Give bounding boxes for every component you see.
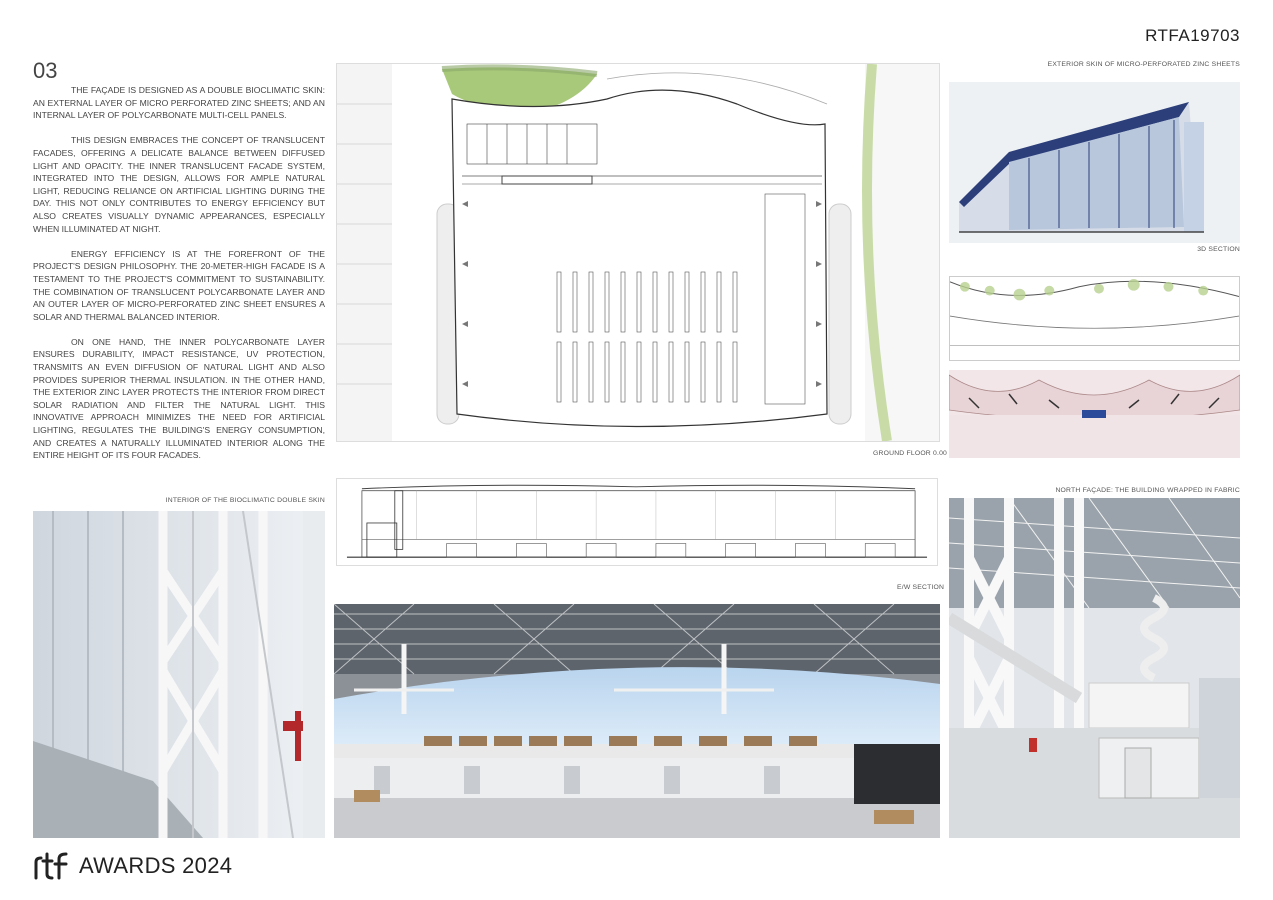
ew-section-caption: E/W SECTION bbox=[897, 584, 945, 591]
partial-plan-image bbox=[949, 276, 1240, 361]
roof-render-image bbox=[949, 370, 1240, 458]
interior-skin-caption: INTERIOR OF THE BIOCLIMATIC DOUBLE SKIN bbox=[165, 497, 325, 504]
description-text bbox=[33, 84, 325, 474]
paragraph-2: THIS DESIGN EMBRACES THE CONCEPT OF TRANSLUCENT FACADES, OFFERING A DELICATE BALANCE BETWEEN DIFFUSED LIGHT AND OPACITY. THE INNER TRANSLUCENT FACADE SYSTEM, INTEGRATED INTO THE DESIGN, ALLOWS FOR AMPLE NATURAL LIGHT, REDUCING RELIANCE ON ARTIFICIAL LIGHTING DURING THE DAY. THIS NOT ONLY CONTRIBUTES TO ENERGY EFFICIENCY BUT ALSO CREATES VISUALLY DYNAMIC APPEARANCES, ESPECIALLY WHEN ILLUMINATED AT NIGHT. bbox=[33, 135, 325, 234]
rtf-logo-icon bbox=[33, 852, 71, 880]
section-3d-image bbox=[949, 82, 1240, 243]
ground-floor-plan bbox=[336, 63, 940, 442]
interior-double-skin-photo bbox=[33, 511, 325, 838]
sheet-code: RTFA19703 bbox=[1145, 26, 1240, 45]
section-3d-caption: 3D SECTION bbox=[1197, 246, 1240, 253]
paragraph-3: ENERGY EFFICIENCY IS AT THE FOREFRONT OF THE PROJECT'S DESIGN PHILOSOPHY. THE 20-METER-HIGH FACADE IS A TESTAMENT TO THE PROJECT'S COMMITMENT TO SUSTAINABILITY. THE COMBINATION OF TRANSLUCENT POLYCARBONATE LAYER AND AN OUTER LAYER OF MICRO-PERFORATED ZINC SHEET ENSURES A SOLAR AND THERMAL BALANCED INTERIOR. bbox=[33, 248, 325, 322]
awards-brand bbox=[33, 852, 232, 880]
exterior-skin-caption: EXTERIOR SKIN OF MICRO-PERFORATED ZINC SHEETS bbox=[1047, 61, 1240, 68]
ground-floor-caption: GROUND FLOOR 0.00 bbox=[873, 450, 948, 457]
ew-section-drawing bbox=[336, 478, 938, 566]
warehouse-interior-photo bbox=[334, 604, 940, 838]
paragraph-1: THE FAÇADE IS DESIGNED AS A DOUBLE BIOCLIMATIC SKIN: AN EXTERNAL LAYER OF MICRO PERFORATED ZINC SHEETS; AND AN INTERNAL LAYER OF POLYCARBONATE MULTI-CELL PANELS. bbox=[33, 85, 325, 121]
paragraph-4: ON ONE HAND, THE INNER POLYCARBONATE LAYER ENSURES DURABILITY, IMPACT RESISTANCE, UV PROTECTION, TRANSMITS AN EVEN DIFFUSION OF NATURAL LIGHT AND ALSO PROVIDES SUPERIOR THERMAL INSULATION. IN THE OTHER HAND, THE EXTERIOR ZINC LAYER PROTECTS THE INTERIOR FROM DIRECT SOLAR RADIATION AND FILTER THE NATURAL LIGHT. THIS INNOVATIVE APPROACH MINIMIZES THE NEED FOR ARTIFICIAL LIGHTING, REGULATES THE BUILDING'S ENERGY CONSUMPTION, AND CREATES A NATURALLY ILLUMINATED INTERIOR ALONG THE ENTIRE HEIGHT OF ITS FOUR FACADES. bbox=[33, 336, 325, 461]
north-facade-caption: NORTH FAÇADE: THE BUILDING WRAPPED IN FABRIC bbox=[1055, 487, 1240, 494]
awards-label: AWARDS 2024 bbox=[79, 853, 233, 878]
sheet-number: 03 bbox=[33, 58, 58, 83]
north-facade-photo bbox=[949, 498, 1240, 838]
